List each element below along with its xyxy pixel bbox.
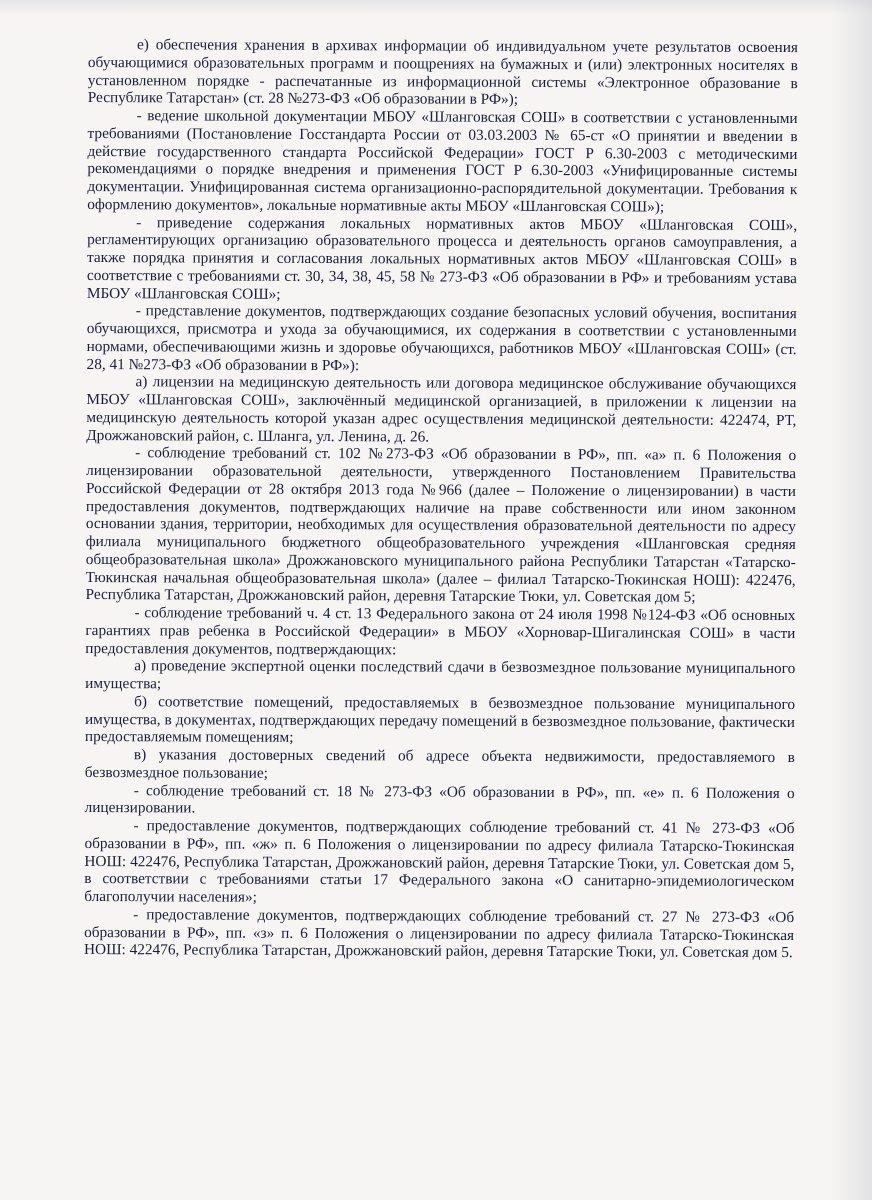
paragraph-local-acts: - приведение содержания локальных нормативных актов МБОУ «Шланговская СОШ», регламентирующих организацию образовательного процесса и деятельность органов самоуправления, а также порядка принятия и согласования локальных нормативных актов МБОУ «Шланговская СОШ» в соответствие с требованиями ст. 30, 34, 38, 45, 58 № 273-ФЗ «Об образовании в РФ» и требованиям устава МБОУ «Шланговская СОШ»;	[86, 213, 798, 303]
paragraph-article-27: - предоставление документов, подтверждающих соблюдение требований ст. 27 № 273-ФЗ «Об образовании в РФ», пп. «з» п. 6 Положения о лицензировании по адресу филиала Татарско-Тюкинская НОШ: 422476, Республика Татарстан, Дрожжановский район, деревня Татарские Тюки, ул. Советская дом 5.	[83, 905, 795, 962]
scan-edge-top	[0, 0, 872, 14]
paragraph-article-102: - соблюдение требований ст. 102 №273-ФЗ «Об образовании в РФ», пп. «а» п. 6 Положения о лицензировании образовательной деятельности, утвержденного Постановлением Правительства Российской Федерации от 28 октября 2013 года №966 (далее – Положение о лицензировании) в части предоставления документов, подтверждающих наличие на праве собственности или ином законном основании здания, территории, необходимых для осуществления образовательной деятельности по адресу филиала муниципального бюджетного общеобразовательного учреждения «Шланговская средняя общеобразовательная школа» Дрожжановского муниципального района Республики Татарстан «Татарско-Тюкинская начальная общеобразовательная школа» (далее – филиал Татарско-Тюкинская НОШ): 422476, Республика Татарстан, Дрожжановский район, деревня Татарские Тюки, ул. Советская дом 5;	[85, 444, 797, 606]
paragraph-safe-conditions: - представление документов, подтверждающих создание безопасных условий обучения, воспитания обучающихся, присмотра и ухода за обучающимися, их содержания в соответствии с установленными нормами, обеспечивающими жизнь и здоровье обучающихся, работников МБОУ «Шланговская СОШ» (ст. 28, 41 №273-ФЗ «Об образовании в РФ»):	[86, 302, 797, 374]
document-body	[84, 36, 798, 962]
paragraph-child-rights-law: - соблюдение требований ч. 4 ст. 13 Федерального закона от 24 июля 1998 №124-ФЗ «Об основных гарантиях прав ребенка в Российской Федерации» в МБОУ «Хорновар-Шигалинская СОШ» в части предоставления документов, подтверждающих:	[85, 604, 796, 658]
paragraph-archive-storage: е) обеспечения хранения в архивах информации об индивидуальном учете результатов освоения обучающимися образовательных программ и поощрениях на бумажных и (или) электронных носителях в установленном порядке - распечатанные из информационной системы «Электронное образование в Республике Татарстан» (ст. 28 №273-ФЗ «Об образовании в РФ»);	[87, 36, 798, 109]
paragraph-article-18: - соблюдение требований ст. 18 № 273-ФЗ «Об образовании в РФ», пп. «е» п. 6 Положения о лицензировании.	[84, 781, 795, 817]
paragraph-expert-assessment: а) проведение экспертной оценки последствий сдачи в безвозмездное пользование муниципального имущества;	[85, 657, 796, 693]
paragraph-school-documentation: - ведение школьной документации МБОУ «Шланговская СОШ» в соответствии с установленными требованиями (Постановление Госстандарта России от 03.03.2003 № 65-ст «О принятии и введении в действие государственного стандарта Российской Федерации» ГОСТ Р 6.30-2003 с методическими рекомендациями о порядке внедрения и применения ГОСТ Р 6.30-2003 «Унифицированные системы документации. Унифицированная система организационно-распорядительной документации. Требования к оформлению документов», локальные нормативные акты МБОУ «Шланговская СОШ»);	[87, 107, 798, 216]
paragraph-article-41: - предоставление документов, подтверждающих соблюдение требований ст. 41 № 273-ФЗ «Об образовании в РФ», пп. «ж» п. 6 Положения о лицензировании по адресу филиала Татарско-Тюкинская НОШ: 422476, Республика Татарстан, Дрожжановский район, деревня Татарские Тюки, ул. Советская дом 5, в соответствии с требованиями статьи 17 Федерального закона «О санитарно-эпидемиологическом благополучии населения»;	[84, 817, 795, 906]
scan-edge-right	[832, 0, 872, 1200]
paragraph-address-accuracy: в) указания достоверных сведений об адресе объекта недвижимости, предоставляемого в безвозмездное пользование;	[84, 746, 795, 782]
paragraph-premises-compliance: б) соответствие помещений, предоставляемых в безвозмездное пользование муниципального имущества, в документах, подтверждающих передачу помещений в безвозмездное пользование, фактически предоставляемым помещениям;	[84, 692, 796, 747]
paragraph-medical-license: а) лицензии на медицинскую деятельность или договора медицинское обслуживание обучающихся МБОУ «Шланговская СОШ», заключённый медицинской организацией, в приложении к лицензии на медицинскую деятельность которой указан адрес осуществления медицинской деятельности: 422474, РТ, Дрожжановский район, с. Шланга, ул. Ленина, д. 26.	[86, 373, 797, 445]
